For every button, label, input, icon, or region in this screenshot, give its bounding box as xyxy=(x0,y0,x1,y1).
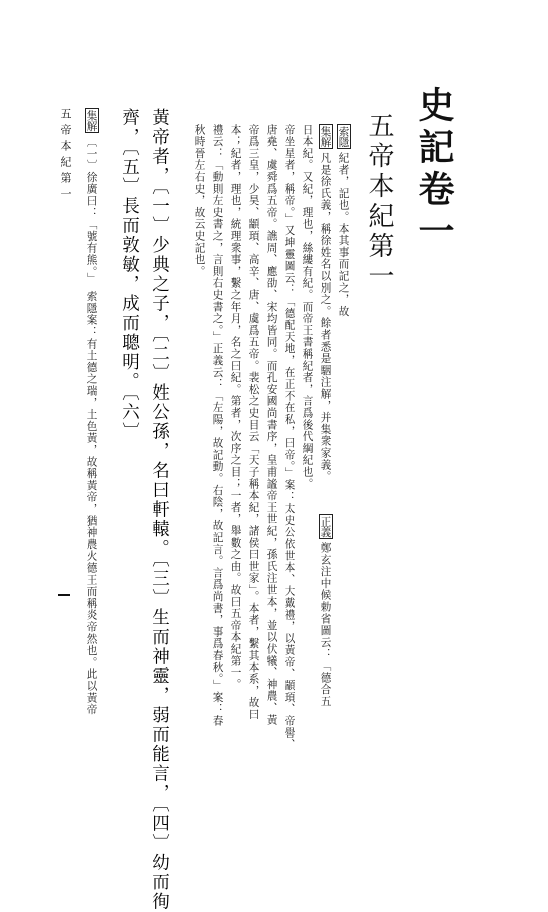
column-text: 黃帝者，〔一〕少典之子，〔二〕姓公孫，名曰軒轅。〔三〕生而神靈，弱而能言，〔四〕幼而徇 xyxy=(149,108,170,912)
page-title: 史記卷一 xyxy=(413,86,455,254)
main-text-column xyxy=(150,108,168,912)
column-text: 禮云：「動則左史書之，言則右史書之。」正義云：「左陽，故記動。右陰，故記言。言爲尚書，事爲春秋。」案：春 xyxy=(211,124,224,727)
text-column xyxy=(320,124,331,483)
text-column xyxy=(86,108,97,716)
text-column xyxy=(230,124,241,690)
running-header: 五帝本紀第一 xyxy=(59,108,72,204)
text-column xyxy=(338,124,349,317)
column-text: 本；紀者，理也，統理衆事，繫之年月，名之曰紀。第者，次序之目；一者，舉數之由。故曰五帝本紀第一。 xyxy=(229,124,242,691)
column-text: 唐堯、虞舜爲五帝。譙周、應劭、宋均皆同。而孔安國尚書序，皇甫謐帝王世紀，孫氏注世本，並以伏犧、神農、黃 xyxy=(265,124,278,726)
column-text: 帝爲三皇，少昊、顓頊、高辛、唐、虞爲五帝。裴松之史目云「天子稱本紀，諸侯曰世家」。本者，繫其本系，故曰 xyxy=(247,124,260,721)
zhengyi-tag: 正義 xyxy=(319,516,332,538)
column-text: 〔一〕徐廣曰：「號有熊。」 索隱案：有土德之瑞，土色黃，故稱黃帝，猶神農火德王而稱炎帝然也。此以黃帝 xyxy=(85,136,98,716)
column-text: 日本紀。又紀，理也，絲縷有紀。而帝王書稱紀者，言爲後代綱紀也。 xyxy=(301,124,314,490)
chapter-subtitle: 五帝本紀第一 xyxy=(364,112,394,292)
column-text: 凡是徐氏義，稱徐姓名以別之。餘者悉是駰注解，并集衆家義。 xyxy=(319,152,332,483)
text-column xyxy=(248,124,259,721)
column-text: 秋時晉左右史，故云史記也。 xyxy=(193,124,206,278)
column-text: 帝坐星者，稱帝。」又坤靈圖云：「德配天地，在正不在私，曰帝。」案：太史公依世本、大戴禮，以黃帝、顓頊、帝嚳、 xyxy=(283,124,296,751)
text-column xyxy=(320,514,331,707)
column-text: 齊，〔五〕長而敦敏，成而聰明。〔六〕 xyxy=(119,108,140,442)
text-column xyxy=(212,124,223,727)
jijie-tag: 集解 xyxy=(85,110,98,132)
text-column xyxy=(194,124,205,277)
page-number xyxy=(58,594,70,596)
jijie-tag: 集解 xyxy=(319,126,332,148)
main-text-column xyxy=(120,108,138,442)
text-column xyxy=(302,124,313,490)
text-column xyxy=(284,124,295,751)
text-column xyxy=(266,124,277,726)
column-text: 紀者，記也。本其事而記之，故 xyxy=(337,152,350,318)
suoyin-tag: 索隱 xyxy=(337,126,350,148)
column-text: 鄭玄注中候勅省圖云：「德合五 xyxy=(319,542,332,708)
